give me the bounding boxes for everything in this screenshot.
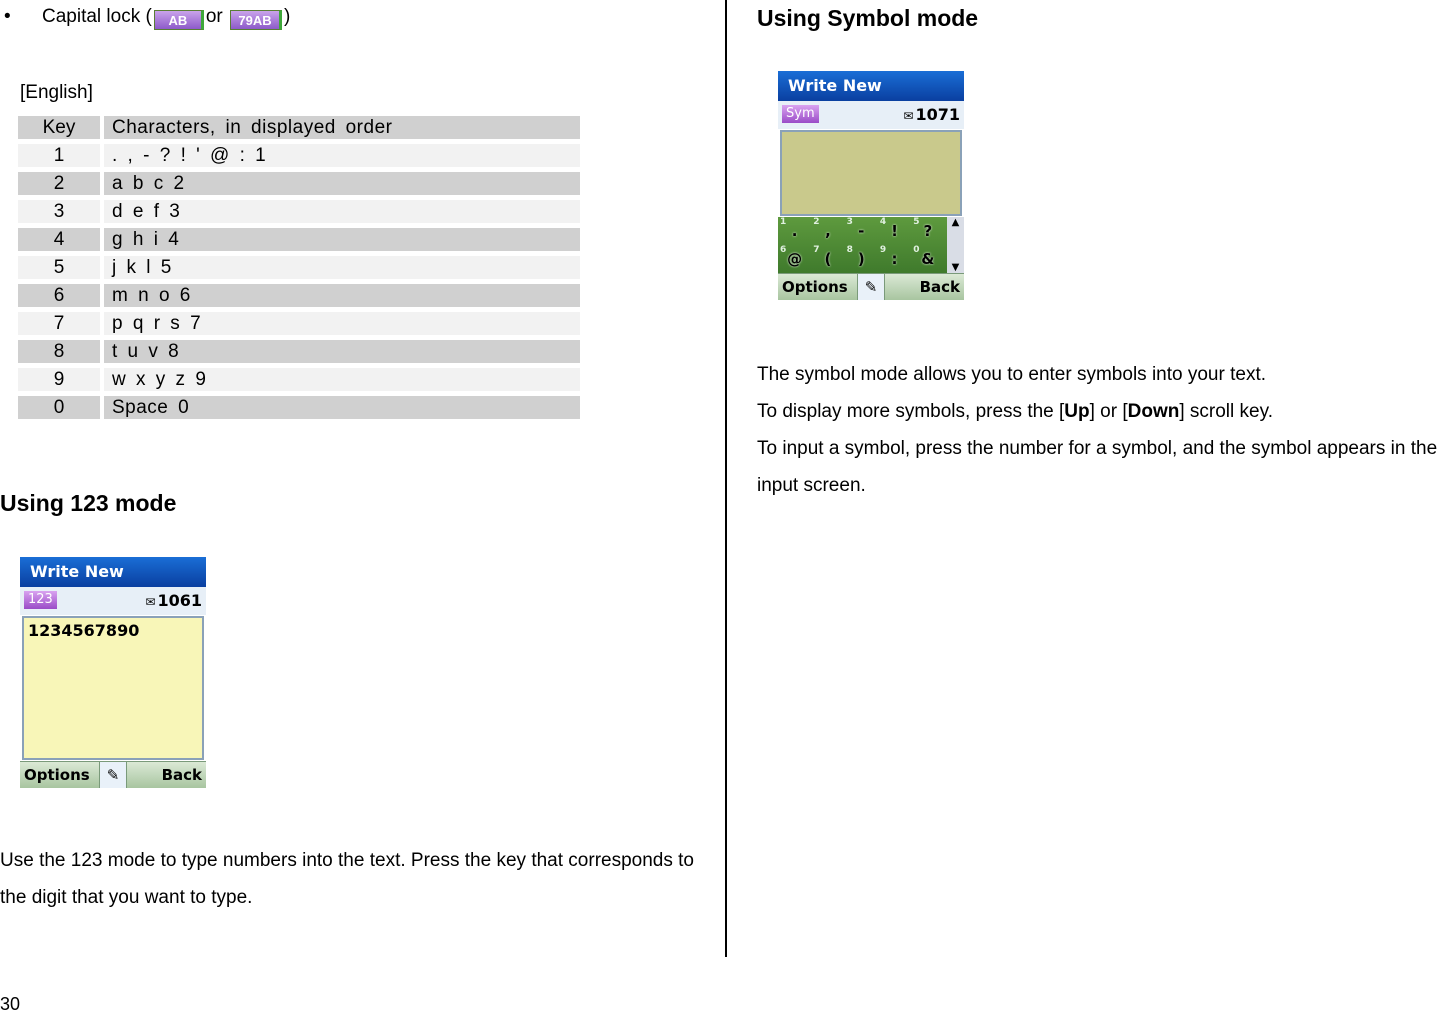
chars-cell: . , - ? ! ' @ : 1 bbox=[104, 144, 580, 167]
key-cell: 6 bbox=[18, 284, 100, 307]
scroll-up-icon: ▲ bbox=[951, 217, 960, 228]
table-row bbox=[18, 144, 580, 167]
symbol-cell: 7 ( bbox=[813, 245, 832, 268]
chars-cell: t u v 8 bbox=[104, 340, 580, 363]
column-divider bbox=[725, 0, 727, 957]
key-cell: 9 bbox=[18, 368, 100, 391]
down-key-label: Down bbox=[1127, 401, 1180, 422]
chars-cell: p q r s 7 bbox=[104, 312, 580, 335]
scroll-down-icon: ▼ bbox=[951, 262, 960, 273]
back-softkey: Back bbox=[161, 766, 202, 784]
chars-cell: g h i 4 bbox=[104, 228, 580, 251]
ab-mode-icon: AB bbox=[154, 10, 204, 30]
header-characters: Characters, in displayed order bbox=[104, 116, 580, 139]
chars-cell: w x y z 9 bbox=[104, 368, 580, 391]
char-counter bbox=[903, 105, 960, 124]
symbol-cell: 5 ? bbox=[913, 217, 933, 240]
screen-title: Write New bbox=[20, 557, 206, 587]
symbol-cell: 9 : bbox=[879, 245, 898, 268]
chars-cell: d e f 3 bbox=[104, 200, 580, 223]
chars-cell: j k l 5 bbox=[104, 256, 580, 279]
options-softkey: Options bbox=[782, 278, 848, 296]
symbol-heading: Using Symbol mode bbox=[757, 5, 979, 31]
mode123-heading: Using 123 mode bbox=[0, 490, 177, 516]
key-cell: 0 bbox=[18, 396, 100, 419]
key-cell: 3 bbox=[18, 200, 100, 223]
options-softkey: Options bbox=[24, 766, 90, 784]
symbol-cell: 8 ) bbox=[846, 245, 865, 268]
chars-cell: Space 0 bbox=[104, 396, 580, 419]
table-row bbox=[18, 312, 580, 335]
mode-indicator: Sym bbox=[782, 105, 819, 123]
counter-value: 1061 bbox=[157, 591, 202, 610]
capital-lock-item bbox=[0, 6, 290, 30]
table-row bbox=[18, 200, 580, 223]
key-cell: 7 bbox=[18, 312, 100, 335]
symbol-line-1: The symbol mode allows you to enter symbols into your text. bbox=[757, 364, 1267, 385]
symbol-line-3: To input a symbol, press the number for a symbol, and the symbol appears in the input screen. bbox=[757, 438, 1438, 496]
table-caption: [English] bbox=[20, 82, 93, 103]
chars-cell: m n o 6 bbox=[104, 284, 580, 307]
screen-status-bar bbox=[20, 587, 206, 615]
text-input-area bbox=[780, 130, 962, 216]
table-row bbox=[18, 228, 580, 251]
send-icon: ✎ bbox=[99, 762, 127, 788]
symbol-description bbox=[757, 356, 1452, 504]
symbol-cell: 1 . bbox=[780, 217, 798, 240]
symbol-scrollbar bbox=[947, 217, 964, 273]
table-header-row bbox=[18, 116, 580, 139]
symbol-cell: 0 & bbox=[913, 245, 935, 268]
table-row bbox=[18, 284, 580, 307]
screen-title: Write New bbox=[778, 71, 964, 101]
symbol-line-2: To display more symbols, press the [Up] or [Down] scroll key. bbox=[757, 401, 1273, 422]
message-icon: ✉ bbox=[145, 595, 156, 609]
mode123-description: Use the 123 mode to type numbers into the text. Press the key that corresponds to the digit that you want to type. bbox=[0, 850, 694, 908]
mode-indicator: 123 bbox=[24, 591, 57, 609]
capital-lock-prefix: Capital lock ( bbox=[42, 6, 152, 27]
symbol-screenshot bbox=[778, 71, 964, 303]
symbol-grid bbox=[778, 217, 964, 273]
or-text: or bbox=[205, 6, 223, 27]
key-cell: 2 bbox=[18, 172, 100, 195]
back-softkey: Back bbox=[919, 278, 960, 296]
symbol-cell: 2 , bbox=[813, 217, 831, 240]
page-number: 30 bbox=[0, 994, 21, 1014]
send-icon: ✎ bbox=[857, 274, 885, 300]
chars-cell: a b c 2 bbox=[104, 172, 580, 195]
table-row bbox=[18, 340, 580, 363]
header-key: Key bbox=[18, 116, 100, 139]
table-row bbox=[18, 172, 580, 195]
table-row bbox=[18, 368, 580, 391]
char-counter bbox=[145, 591, 202, 610]
softkey-bar bbox=[20, 761, 206, 788]
bullet-icon: • bbox=[4, 6, 11, 27]
symbol-cell: 3 - bbox=[846, 217, 865, 240]
counter-value: 1071 bbox=[915, 105, 960, 124]
key-cell: 5 bbox=[18, 256, 100, 279]
table-row bbox=[18, 396, 580, 419]
text-input-area bbox=[22, 616, 204, 760]
english-key-table bbox=[18, 111, 580, 424]
up-key-label: Up bbox=[1064, 401, 1090, 422]
symbol-cell: 6 @ bbox=[780, 245, 803, 268]
key-cell: 8 bbox=[18, 340, 100, 363]
screen-status-bar bbox=[778, 101, 964, 129]
79ab-mode-icon: 79AB bbox=[230, 10, 282, 30]
softkey-bar bbox=[778, 273, 964, 300]
key-cell: 4 bbox=[18, 228, 100, 251]
message-icon: ✉ bbox=[903, 109, 914, 123]
symbol-cell: 4 ! bbox=[879, 217, 898, 240]
table-row bbox=[18, 256, 580, 279]
key-cell: 1 bbox=[18, 144, 100, 167]
typed-text: 1234567890 bbox=[28, 621, 140, 640]
mode123-screenshot bbox=[20, 557, 206, 788]
capital-lock-suffix: ) bbox=[284, 6, 291, 27]
